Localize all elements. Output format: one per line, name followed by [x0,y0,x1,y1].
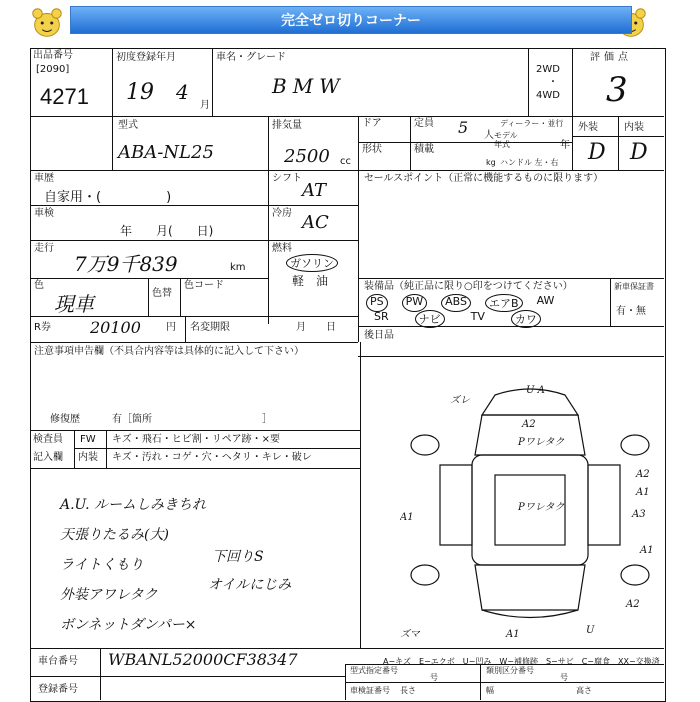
diagram-mark: A1 [636,487,650,498]
model-value: ABA-NL25 [118,142,214,163]
mascot-left-icon [28,4,66,42]
km-unit: km [230,262,246,273]
use-value: 自家用・( ) [44,190,172,205]
damage-legend: A−キズ E−エクボ U−凹み W−補修跡 S−サビ C−腐食 XX−交換済 [383,657,660,666]
diagram-mark: ズマ [400,629,420,640]
comment-line: ボンネットダンパー× [60,617,197,633]
recycle-label: R券 [34,322,51,333]
shift-label: シフト [272,173,302,184]
ac-value: AC [302,212,329,233]
equipment-pw: PW [402,294,428,312]
rear-left-wheel [411,565,439,585]
comment-line: 外装アワレタク [60,587,158,603]
color-label: 色 [34,280,44,291]
person-unit: 人 [484,130,494,141]
damage-diagram [400,385,662,640]
model-label: 型式 [118,120,138,131]
front-right-wheel [621,435,649,455]
inspector-comments [60,494,206,634]
first-reg-label: 初度登録年月 [116,52,176,63]
first-reg-month: 4 [176,80,189,104]
drive-dot: ・ [548,77,558,88]
diagram-mark: A3 [632,509,646,520]
capacity-value: 5 [458,118,469,137]
equipment-label: 装備品（純正品に限り○印をつけてください） [364,281,573,292]
first-reg-month-unit: 月 [200,100,210,111]
interior-grade: D [630,140,648,165]
exterior-grade: D [588,140,606,165]
model-year-label: モデル年式 [494,131,518,149]
repair-label: 修復歴 [50,414,80,425]
diagram-mark: A2 [522,419,536,430]
warranty-value: 有・無 [616,306,646,317]
use-label: 車歴 [34,173,54,184]
classification-label: 類別区分番号 [486,666,534,675]
diagram-mark: A1 [506,629,520,640]
diagram-mark: Pワレタク [518,502,565,513]
chassis-label: 車台番号 [38,656,78,667]
displacement-value: 2500 [284,146,330,167]
equipment-leather: カワ [511,310,541,328]
interior-items: キズ・汚れ・コゲ・穴・ヘタリ・キレ・破レ [112,452,312,463]
comment-line: ライトくもり [60,557,144,573]
diagram-mark: A1 [640,545,654,556]
fuel-light-oil: 軽 油 [292,274,329,288]
cc-unit: cc [340,156,351,167]
shape-label: 形状 [362,144,382,155]
mileage-value: 7万9千839 [74,252,178,276]
trunk-outline [475,565,585,610]
fuel-gasoline: ガソリン [286,254,338,272]
ac-label: 冷房 [272,208,292,219]
equipment-ps: PS [366,294,388,312]
model-spec-label: 型式指定番号 [350,666,398,675]
dealer-label: ディーラー・並行 [500,119,564,128]
reg-box-4: 高さ [576,686,592,695]
inspector-label: 検査員 [33,434,63,445]
fw-label: FW [80,434,96,445]
car-name: BMW [272,74,346,98]
diagram-mark: A2 [626,599,640,610]
seat-label: 後日品 [364,330,394,341]
reg-box-1: 車検証番号 [350,686,390,695]
equipment-row-2 [374,310,541,328]
shift-value: AT [302,180,327,201]
reg-box-3: 幅 [486,686,494,695]
handle-label: ハンドル 左・右 [500,158,559,167]
diagram-mark: A2 [636,469,650,480]
lot-number: 4271 [40,84,89,109]
lot-label: 出品番号 [33,50,73,61]
fw-items: キズ・飛石・ヒビ割・リペア跡・×要 [112,434,280,445]
color-code-label: 色コード [184,280,224,291]
chassis-number: WBANL52000CF38347 [108,650,298,669]
classification-sub: 号 [560,673,568,682]
load-label: 積載 [414,144,434,155]
diagram-mark: U A [526,385,545,396]
entry-label: 記入欄 [33,452,63,463]
equipment-aw: AW [536,294,555,307]
left-side [440,465,472,545]
diagram-mark: ズレ [450,395,470,406]
equipment-airbag: エアB [485,294,523,312]
registration-label: 登録番号 [38,684,78,695]
rear-bumper [482,610,578,618]
diagram-mark: U [586,625,595,636]
rating-value: 3 [606,70,628,110]
interior-label: 内装 [624,122,644,133]
model-spec-sub: 号 [430,673,438,682]
car-name-label: 車名・グレード [216,52,286,63]
corner-banner: 完全ゼロ切りコーナー [70,6,632,34]
capacity-label: 定員 [414,118,434,129]
under-comment-1: 下回りS [212,549,264,565]
drive-4wd: 4WD [536,90,560,101]
interior-row-label: 内装 [78,452,98,463]
year-unit: 年 [560,140,570,151]
name-change-label: 名変期限 [190,322,230,333]
name-change-value: 月 日 [296,322,336,333]
reg-box-2: 長さ [400,686,416,695]
mileage-label: 走行 [34,243,54,254]
equipment-abs: ABS [441,294,471,312]
equipment-tv: TV [470,310,485,323]
color-value: 現車 [54,292,94,316]
under-comment-2: オイルにじみ [208,577,292,593]
yen-unit: 円 [166,322,176,333]
lot-code: [2090] [36,64,70,75]
inspection-value: 年 月( 日) [120,224,214,238]
rating-label: 評価点 [590,52,632,63]
recycle-amount: 20100 [90,318,141,337]
diagram-mark: Pワレタク [518,437,565,448]
equipment-navi: ナビ [415,310,445,328]
inspection-label: 車検 [34,208,54,219]
sales-point-label: セールスポイント（正常に機能するものに限ります） [364,173,604,184]
kg-unit: kg [486,158,496,167]
comment-line: 天張りたるみ(大) [60,527,169,543]
right-side [588,465,620,545]
warranty-label: 新車保証書 [614,282,654,291]
first-reg-year: 19 [126,80,154,105]
door-label: ドア [362,118,382,129]
exterior-label: 外装 [578,122,598,133]
displacement-label: 排気量 [272,120,302,131]
rear-right-wheel [621,565,649,585]
color-change-label: 色替 [152,288,172,299]
equipment-sr: SR [374,310,389,323]
comment-line: A.U. ルームしみきちれ [60,497,206,513]
repair-value: 有［箇所 ］ [112,414,272,425]
fuel-label: 燃料 [272,243,292,254]
front-left-wheel [411,435,439,455]
drive-2wd: 2WD [536,64,560,75]
diagram-mark: A1 [400,512,414,523]
notes-header: 注意事項申告欄（不具合内容等は具体的に記入して下さい） [34,346,304,357]
